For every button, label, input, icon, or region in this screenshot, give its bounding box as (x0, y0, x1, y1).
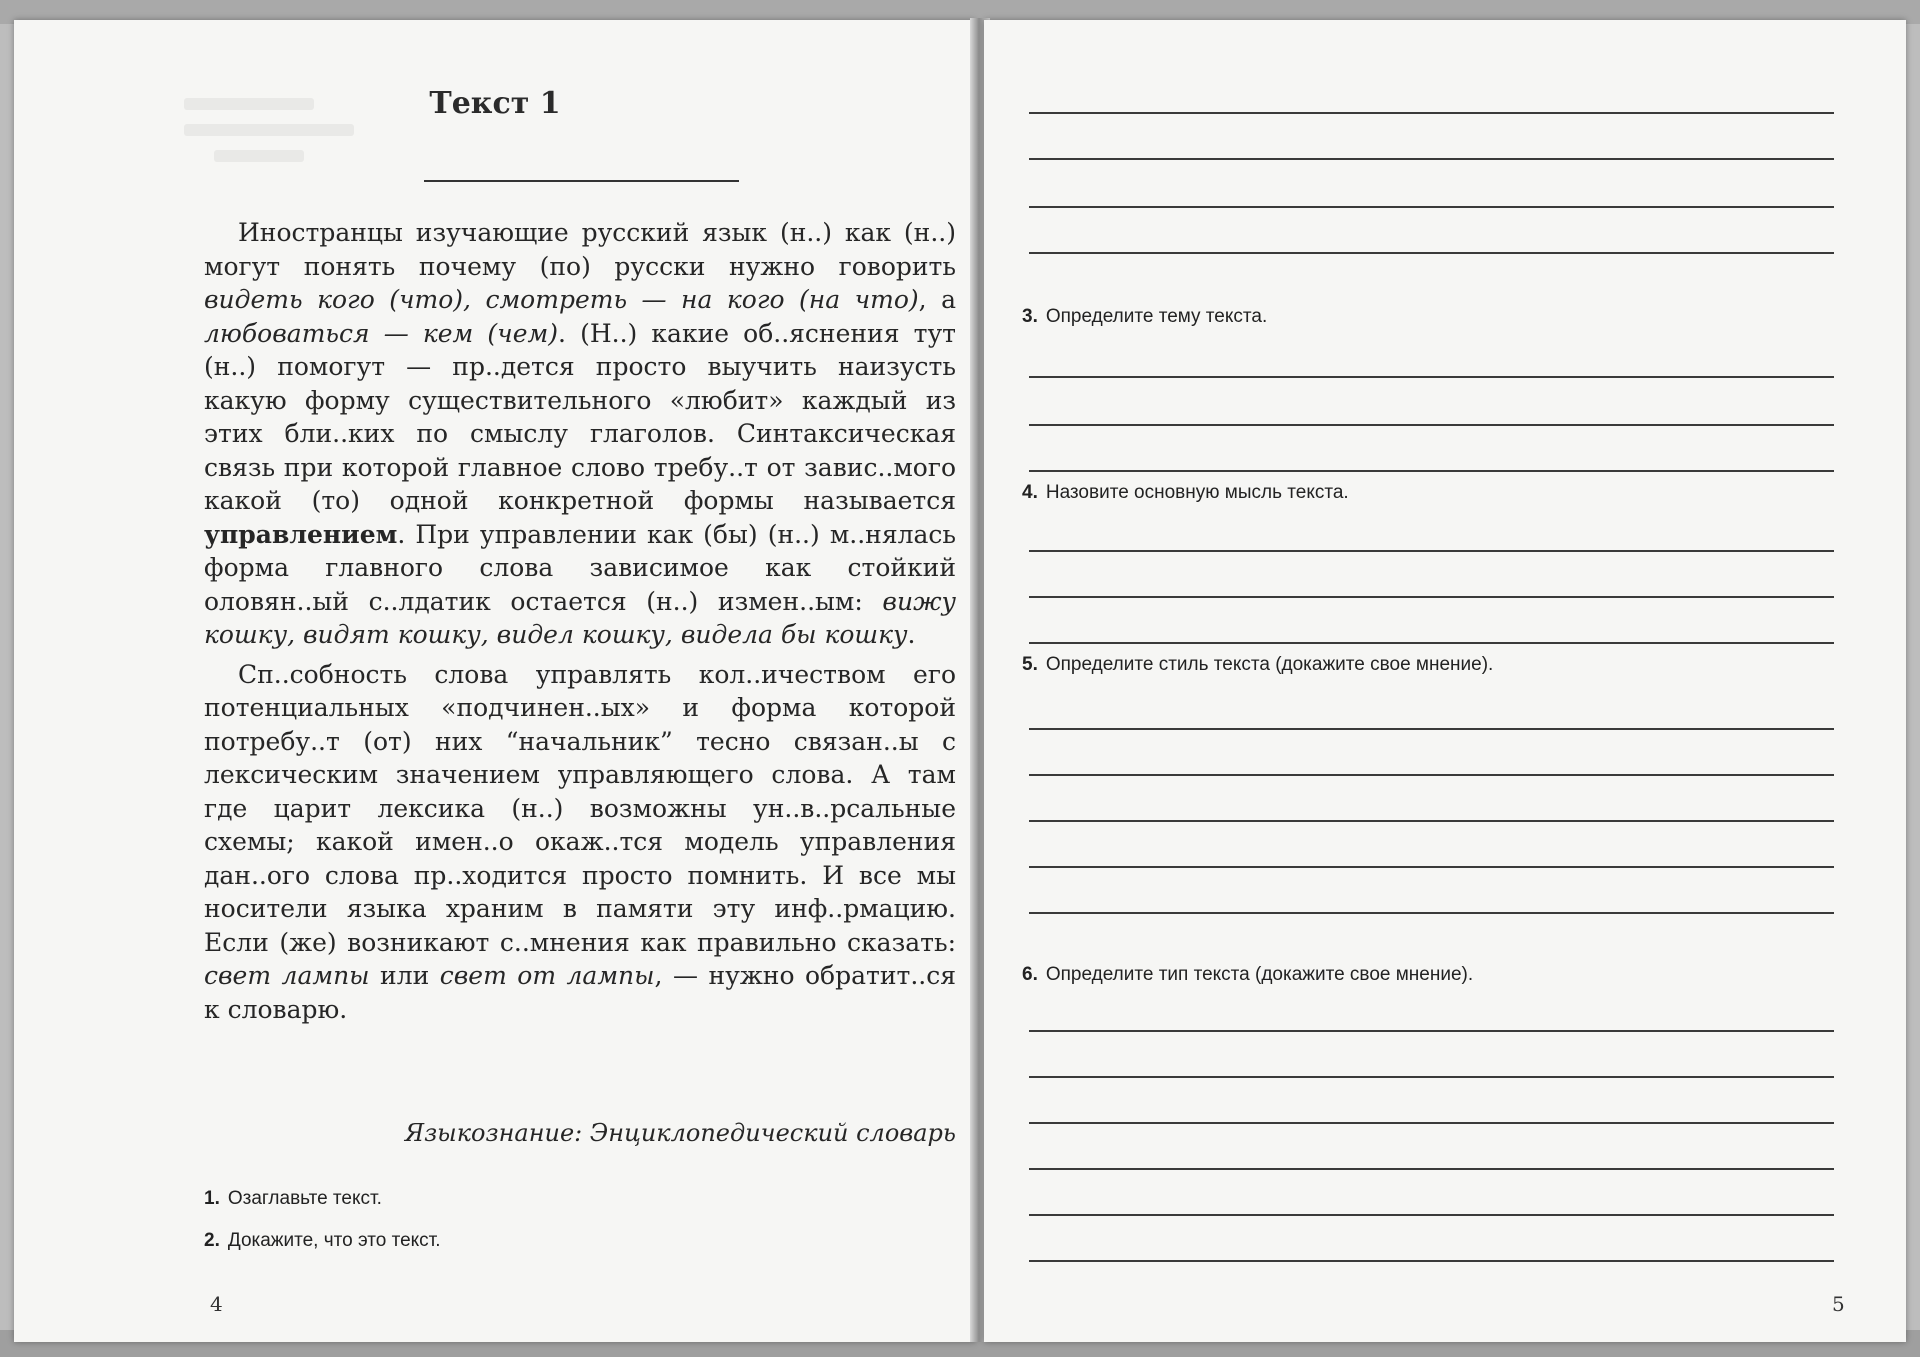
answer-line (1029, 376, 1834, 378)
bleed-through (184, 124, 354, 136)
text-source: Языкознание: Энциклопедический словарь (404, 1119, 956, 1147)
answer-line (1029, 820, 1834, 822)
right-page (984, 20, 1906, 1342)
text-run: любоваться — кем (чем) (204, 318, 558, 348)
text-run: свет лампы (204, 961, 370, 990)
answer-line (1029, 1076, 1834, 1078)
answer-line (1029, 642, 1834, 644)
answer-line (1029, 1260, 1834, 1262)
answer-line (1029, 774, 1834, 776)
text-run: видеть кого (что), смотреть — на кого (на что) (204, 285, 919, 314)
answer-line (1029, 866, 1834, 868)
page-number: 4 (210, 1292, 223, 1316)
answer-line (1029, 912, 1834, 914)
task-6: 6. Определите тип текста (докажите свое мнение). (1022, 964, 1474, 985)
answer-line (1029, 206, 1834, 208)
answer-line (1029, 1214, 1834, 1216)
text-run: . (907, 620, 916, 649)
text-run: вижу кошку, видят кошку, видел кошку, видела бы кошку (204, 586, 956, 649)
title-underline (424, 180, 739, 182)
task-1: 1. Озаглавьте текст. (204, 1188, 382, 1209)
page-title: Текст 1 (429, 86, 561, 121)
paragraph-1 (204, 216, 956, 652)
answer-line (1029, 470, 1834, 472)
reading-text (204, 216, 956, 1026)
answer-line (1029, 112, 1834, 114)
text-run: Иностранцы изучающие русский язык (н..) как (н..) могут понять почему (по) русски нужно говорить (204, 218, 956, 281)
task-3: 3. Определите тему текста. (1022, 306, 1268, 327)
text-run: Сп..собность слова управлять кол..ичеством его потенциальных «подчинен..ых» и форма которой потребу..т (от) них “начальник” тесно связан..ы с лексическим значением управляющего слова. А там где царит лексика (н..) возможны ун..в..рсальные схемы; какой имен..о окаж..тся модель управления дан..ого слова пр..ходится просто помнить. И все мы носители языка храним в памяти эту инф..рмацию. Если (же) возникают с..мнения как правильно сказать: (204, 659, 956, 957)
text-run: . (Н..) какие об..яснения тут (н..) помогут — пр..дется просто выучить наизусть какую форму существительного «любит» каждый из этих бли..ких по смыслу глаголов. Синтаксическая связь при которой главное слово требу..т от завис..мого какой (то) одной конкретной формы называется (204, 318, 956, 515)
text-run: . При управлении как (бы) (н..) м..нялась форма главного слова зависимое как стойкий оловян..ый с..лдатик остается (н..) измен..ым: (204, 519, 956, 616)
text-run: или (369, 961, 440, 990)
answer-line (1029, 158, 1834, 160)
task-5: 5. Определите стиль текста (докажите свое мнение). (1022, 654, 1494, 675)
task-2: 2. Докажите, что это текст. (204, 1230, 441, 1251)
bleed-through (214, 150, 304, 162)
answer-line (1029, 596, 1834, 598)
task-4: 4. Назовите основную мысль текста. (1022, 482, 1349, 503)
answer-line (1029, 252, 1834, 254)
text-run: свет от лампы (439, 961, 655, 990)
answer-line (1029, 550, 1834, 552)
answer-line (1029, 1030, 1834, 1032)
text-run: , — нужно обратит..ся к словарю. (204, 961, 957, 1024)
text-run: , а (918, 285, 956, 314)
answer-line (1029, 728, 1834, 730)
answer-line (1029, 1168, 1834, 1170)
answer-line (1029, 1122, 1834, 1124)
answer-line (1029, 424, 1834, 426)
paragraph-2 (204, 658, 956, 1027)
page-number: 5 (1832, 1292, 1845, 1316)
text-run: управлением (204, 519, 398, 549)
left-page (14, 20, 976, 1342)
